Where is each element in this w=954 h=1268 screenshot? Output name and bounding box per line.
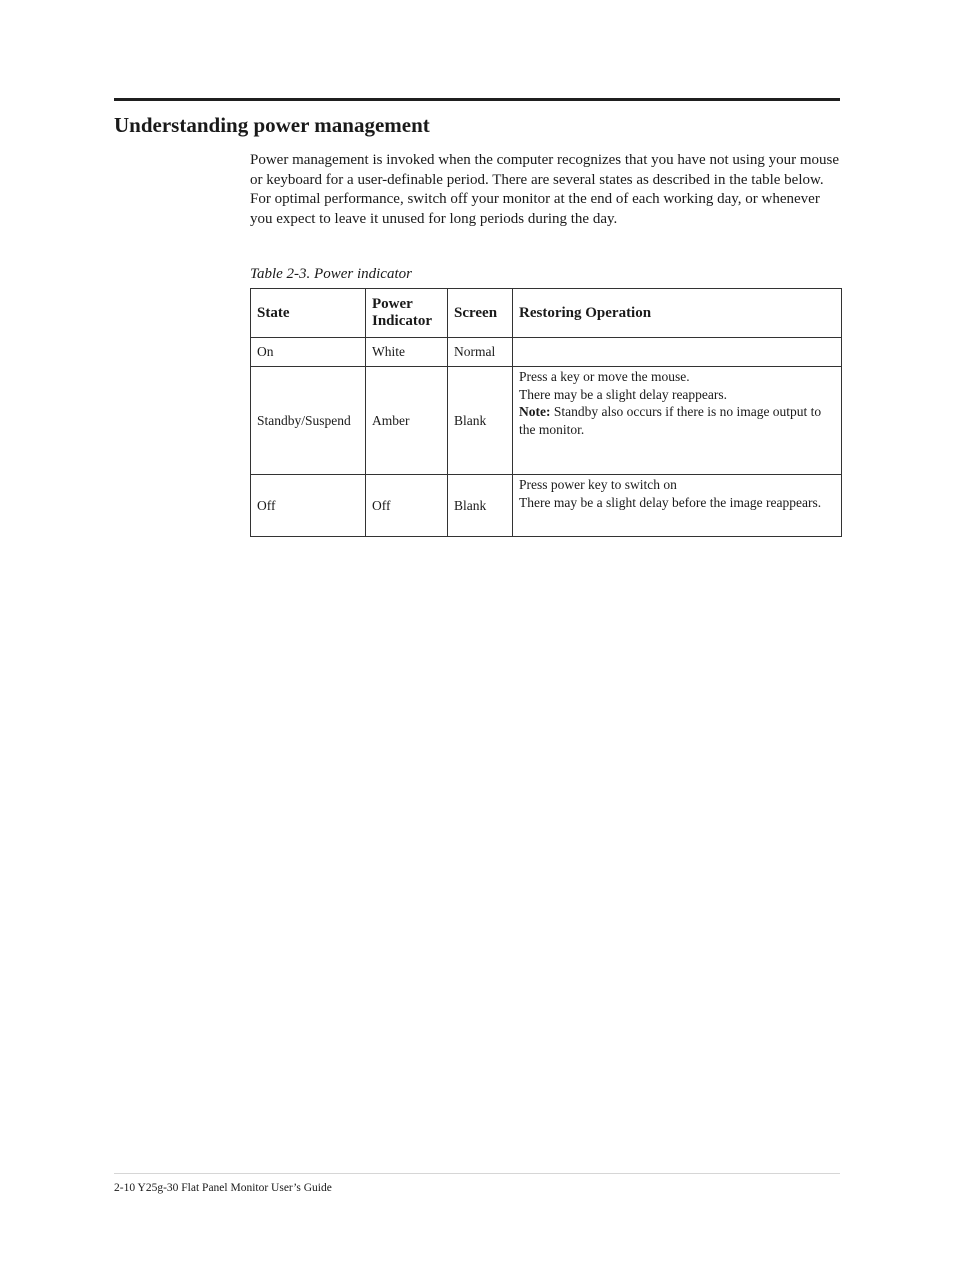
- cell-state: Off: [251, 475, 366, 537]
- column-header-power-indicator: Power Indicator: [366, 289, 448, 338]
- restore-line: Press power key to switch on: [519, 477, 677, 492]
- cell-screen: Blank: [448, 475, 513, 537]
- top-divider: [114, 98, 840, 101]
- table-row: [251, 338, 842, 367]
- restore-line: Press a key or move the mouse.: [519, 369, 690, 384]
- cell-screen: Normal: [448, 338, 513, 367]
- footer-divider: [114, 1173, 840, 1174]
- intro-paragraph: For optimal performance, switch off your monitor at the end of each working day, or whenever you expect to leave it unused for long periods during the day.: [250, 191, 820, 227]
- power-indicator-table: [250, 288, 842, 537]
- cell-restoring-operation: [513, 475, 842, 537]
- cell-indicator: White: [366, 338, 448, 367]
- column-header-screen: Screen: [448, 289, 513, 338]
- intro-text: [250, 151, 842, 229]
- table-row: [251, 367, 842, 475]
- column-header-restoring-operation: Restoring Operation: [513, 289, 842, 338]
- table-header-row: [251, 289, 842, 338]
- restore-line: There may be a slight delay reappears.: [519, 386, 728, 402]
- cell-state: On: [251, 338, 366, 367]
- restore-note: [519, 403, 835, 438]
- cell-restoring-operation: [513, 338, 842, 367]
- cell-indicator: Off: [366, 475, 448, 537]
- page-title: Understanding power management: [114, 113, 430, 137]
- cell-indicator: Amber: [366, 367, 448, 475]
- restore-line: There may be a slight delay before the image reappears.: [519, 494, 822, 510]
- table-caption: Table 2-3. Power indicator: [250, 266, 412, 282]
- note-label: Note:: [519, 404, 551, 419]
- cell-screen: Blank: [448, 367, 513, 475]
- column-header-state: State: [251, 289, 366, 338]
- cell-restoring-operation: [513, 367, 842, 475]
- page-footer: 2-10 Y25g-30 Flat Panel Monitor User’s Guide: [114, 1182, 332, 1194]
- intro-paragraph: Power management is invoked when the computer recognizes that you have not using your mouse or keyboard for a user-definable period. There are several states as described in the table below.: [250, 152, 840, 188]
- cell-state: Standby/Suspend: [251, 367, 366, 475]
- note-text: Standby also occurs if there is no image output to the monitor.: [519, 404, 822, 437]
- table-row: [251, 475, 842, 537]
